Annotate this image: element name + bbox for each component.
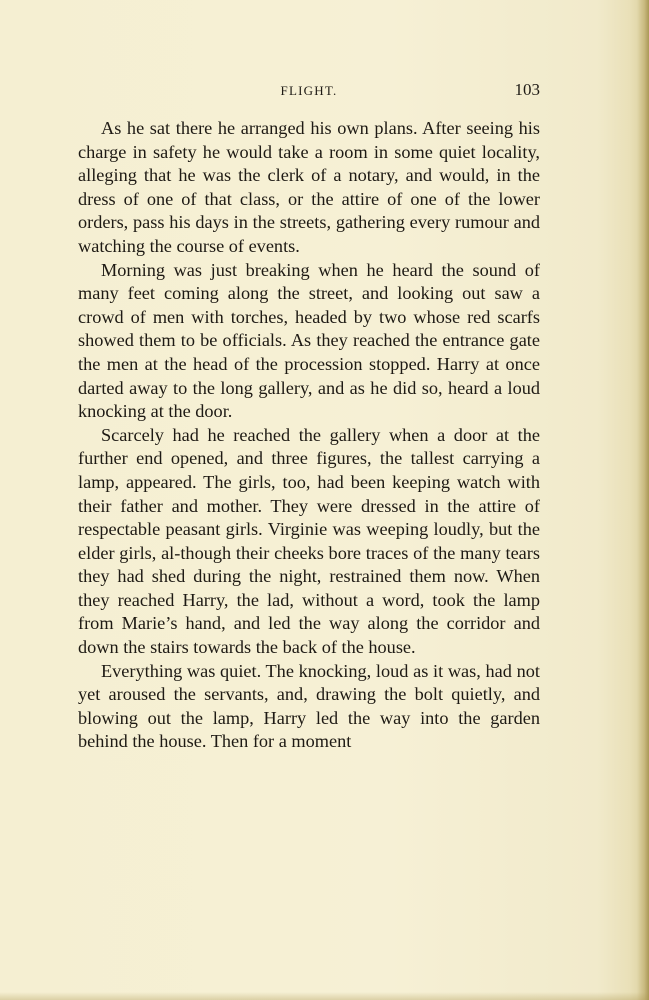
- paragraph: As he sat there he arranged his own plans. After seeing his charge in safety he would take a room in some quiet locality, alleging that he was the clerk of a notary, and would, in the dress of one of that class, or the attire of one of the lower orders, pass his days in the streets, gathering every rumour and watching the course of events.: [78, 118, 540, 256]
- paragraph: Morning was just breaking when he heard the sound of many feet coming along the street, and looking out saw a crowd of men with torches, headed by two whose red scarfs showed them to be officials. As they reached the entrance gate the men at the head of the procession stopped. Harry at once darted away to the long gallery, and as he did so, heard a loud knocking at the door.: [78, 259, 540, 422]
- paragraph: Everything was quiet. The knocking, loud as it was, had not yet aroused the servants, and, drawing the bolt quietly, and blowing out the lamp, Harry led the way into the garden behind the house. Then for a moment: [78, 660, 540, 752]
- page-header: [78, 80, 540, 104]
- running-head: FLIGHT.: [280, 83, 338, 98]
- body-text: [78, 117, 540, 754]
- page-edge-shadow: [637, 0, 649, 1000]
- page-number: 103: [514, 80, 540, 99]
- page-bottom-shadow: [0, 992, 649, 1000]
- paragraph: Scarcely had he reached the gallery when a door at the further end opened, and three figures, the tallest carrying a lamp, appeared. The girls, too, had been keeping watch with their father and mother. They were dressed in the attire of respectable peasant girls. Virginie was weeping loudly, but the elder girls, al-though their cheeks bore traces of the many tears they had shed during the night, restrained them now. When they reached Harry, the lad, without a word, took the lamp from Marie’s hand, and led the way along the corridor and down the stairs towards the back of the house.: [78, 424, 540, 658]
